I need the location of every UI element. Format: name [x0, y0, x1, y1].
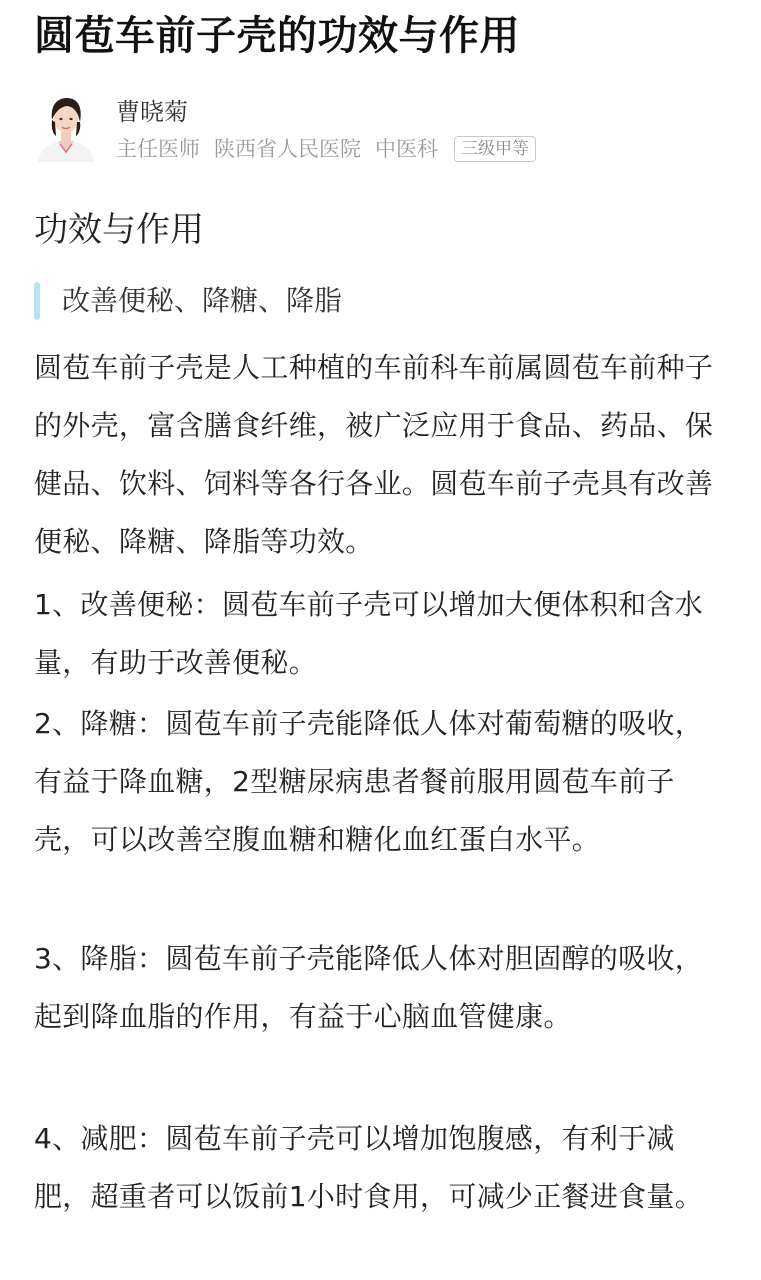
doctor-meta: [116, 134, 536, 164]
intro-paragraph: 圆苞车前子壳是人工种植的车前科车前属圆苞车前种子的外壳，富含膳食纤维，被广泛应用于食品、药品、保健品、饮料、饲料等各行各业。圆苞车前子壳具有改善便秘、降糖、降脂等功效。: [34, 351, 714, 558]
effect-item-blood-sugar: 2、降糖：圆苞车前子壳能降低人体对葡萄糖的吸收，有益于降血糖，2型糖尿病患者餐前服用圆苞车前子壳，可以改善空腹血糖和糖化血红蛋白水平。: [34, 707, 704, 856]
doctor-position: 主任医师: [116, 137, 200, 161]
hospital-level-badge: 三级甲等: [454, 136, 536, 162]
effect-item-blood-lipid: 3、降脂：圆苞车前子壳能降低人体对胆固醇的吸收，起到降血脂的作用，有益于心脑血管健康。: [34, 942, 704, 1033]
effect-item-weight-loss: 4、减肥：圆苞车前子壳可以增加饱腹感，有利于减肥，超重者可以饭前1小时食用，可减少正餐进食量。: [34, 1122, 704, 1213]
effect-item-constipation: 1、改善便秘：圆苞车前子壳可以增加大便体积和含水量，有助于改善便秘。: [34, 588, 704, 679]
subtitle-accent-bar: [34, 282, 40, 320]
doctor-hospital[interactable]: 陕西省人民医院: [214, 137, 361, 161]
doctor-info[interactable]: [36, 92, 736, 166]
doctor-name[interactable]: 曹晓菊: [116, 98, 188, 126]
section-title: 功效与作用: [34, 210, 204, 250]
doctor-department: 中医科: [375, 137, 438, 161]
doctor-avatar[interactable]: [36, 92, 96, 162]
doctor-avatar-icon: [36, 92, 96, 162]
section-subtitle: [34, 278, 342, 324]
subtitle-text: 改善便秘、降糖、降脂: [62, 284, 343, 317]
article-title: 圆苞车前子壳的功效与作用: [34, 13, 520, 59]
